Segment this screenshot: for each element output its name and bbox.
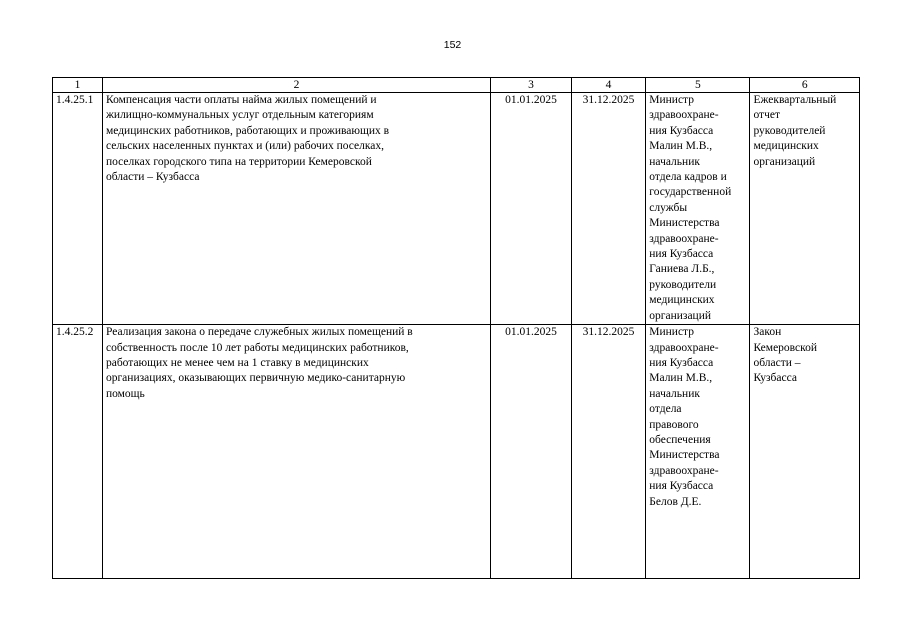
row-start-date: 01.01.2025: [491, 325, 572, 579]
responsible-line: Ганиева Л.Б.,: [649, 263, 715, 276]
responsible-line: Министерства: [649, 217, 720, 230]
responsible-line: здравоохране-: [649, 341, 719, 354]
result-line: Закон: [753, 326, 782, 339]
description-line: организациях, оказывающих первичную медико-санитарную: [105, 372, 406, 385]
responsible-line: Министерства: [649, 449, 720, 462]
column-header-5: 5: [646, 78, 750, 93]
result-line: области –: [753, 356, 801, 369]
column-header-3: 3: [491, 78, 572, 93]
result-line: организаций: [753, 155, 816, 168]
responsible-line: ния Кузбасса: [649, 480, 714, 493]
row-result: [750, 325, 860, 579]
page-number: 152: [443, 39, 462, 51]
row-description: [102, 325, 490, 579]
column-header-1: 1: [53, 78, 103, 93]
row-end-date: 31.12.2025: [571, 93, 645, 325]
column-header-6: 6: [750, 78, 860, 93]
responsible-line: здравоохране-: [649, 464, 719, 477]
responsible-line: начальник: [649, 155, 700, 168]
description-line: медицинских работников, работающих и проживающих в: [105, 124, 390, 137]
responsible-line: отдела: [649, 403, 682, 416]
row-start-date: 01.01.2025: [491, 93, 572, 325]
responsible-line: медицинских: [649, 294, 715, 307]
responsible-line: Белов Д.Е.: [649, 495, 702, 508]
responsible-line: Малин М.В.,: [649, 372, 713, 385]
responsible-line: государственной: [649, 186, 732, 199]
row-code: 1.4.25.1: [53, 93, 103, 325]
description-line: области – Кузбасса: [105, 171, 200, 184]
result-line: руководителей: [753, 124, 826, 137]
result-line: медицинских: [753, 140, 819, 153]
responsible-line: Министр: [649, 326, 694, 339]
responsible-line: Министр: [649, 94, 694, 106]
responsible-line: Малин М.В.,: [649, 140, 713, 153]
description-line: Компенсация части оплаты найма жилых помещений и: [105, 94, 377, 106]
result-line: отчет: [753, 109, 780, 122]
column-header-2: 2: [102, 78, 490, 93]
responsible-line: организаций: [649, 309, 712, 322]
table-row: [53, 93, 860, 325]
description-line: Реализация закона о передаче служебных жилых помещений в: [105, 326, 413, 339]
result-line: Кузбасса: [753, 372, 797, 385]
description-line: работающих не менее чем на 1 ставку в медицинских: [105, 356, 369, 369]
result-line: Ежеквартальный: [753, 94, 837, 106]
plan-table: [52, 77, 860, 579]
column-header-4: 4: [571, 78, 645, 93]
responsible-line: начальник: [649, 387, 700, 400]
table-row: [53, 325, 860, 579]
row-end-date: 31.12.2025: [571, 325, 645, 579]
responsible-line: руководители: [649, 278, 717, 291]
responsible-line: ния Кузбасса: [649, 248, 714, 261]
result-line: Кемеровской: [753, 341, 818, 354]
description-line: сельских населенных пунктах и (или) рабочих поселках,: [105, 140, 385, 153]
description-line: помощь: [105, 387, 145, 400]
responsible-line: службы: [649, 201, 688, 214]
description-line: собственность после 10 лет работы медицинских работников,: [105, 341, 409, 354]
row-result: [750, 93, 860, 325]
responsible-line: здравоохране-: [649, 232, 719, 245]
row-description: [102, 93, 490, 325]
row-responsible: [646, 93, 750, 325]
responsible-line: правового: [649, 418, 699, 431]
responsible-line: ния Кузбасса: [649, 356, 714, 369]
row-code: 1.4.25.2: [53, 325, 103, 579]
responsible-line: здравоохране-: [649, 109, 719, 122]
description-line: поселках городского типа на территории Кемеровской: [105, 155, 372, 168]
responsible-line: отдела кадров и: [649, 171, 727, 184]
description-line: жилищно-коммунальных услуг отдельным категориям: [105, 109, 374, 122]
responsible-line: обеспечения: [649, 433, 711, 446]
row-responsible: [646, 325, 750, 579]
table-header-row: [53, 78, 860, 93]
responsible-line: ния Кузбасса: [649, 124, 714, 137]
